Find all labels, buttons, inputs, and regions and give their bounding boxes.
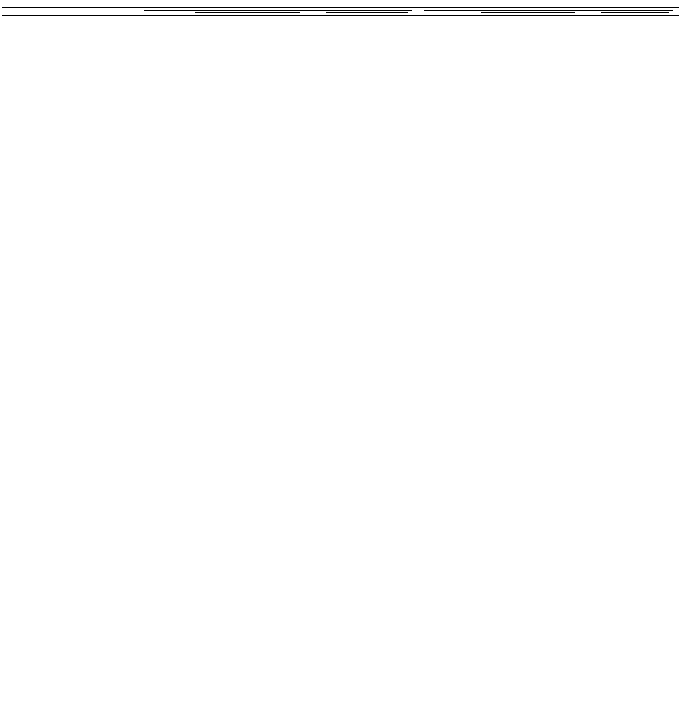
- column-header-pct-1: [179, 13, 234, 16]
- column-header-pct-3: [465, 13, 501, 16]
- column-header-no-1: [138, 13, 179, 16]
- column-header-pct-2: [310, 13, 359, 16]
- data-table: [2, 7, 679, 16]
- column-header-ci-1: [234, 13, 310, 16]
- column-header-ci-4: [621, 13, 679, 16]
- column-header-ci-3: [501, 13, 585, 16]
- column-header-no-2: [418, 13, 465, 16]
- column-header-ci-2: [359, 13, 418, 16]
- column-header-pct-4: [585, 13, 621, 16]
- column-header-characteristic: [2, 13, 138, 16]
